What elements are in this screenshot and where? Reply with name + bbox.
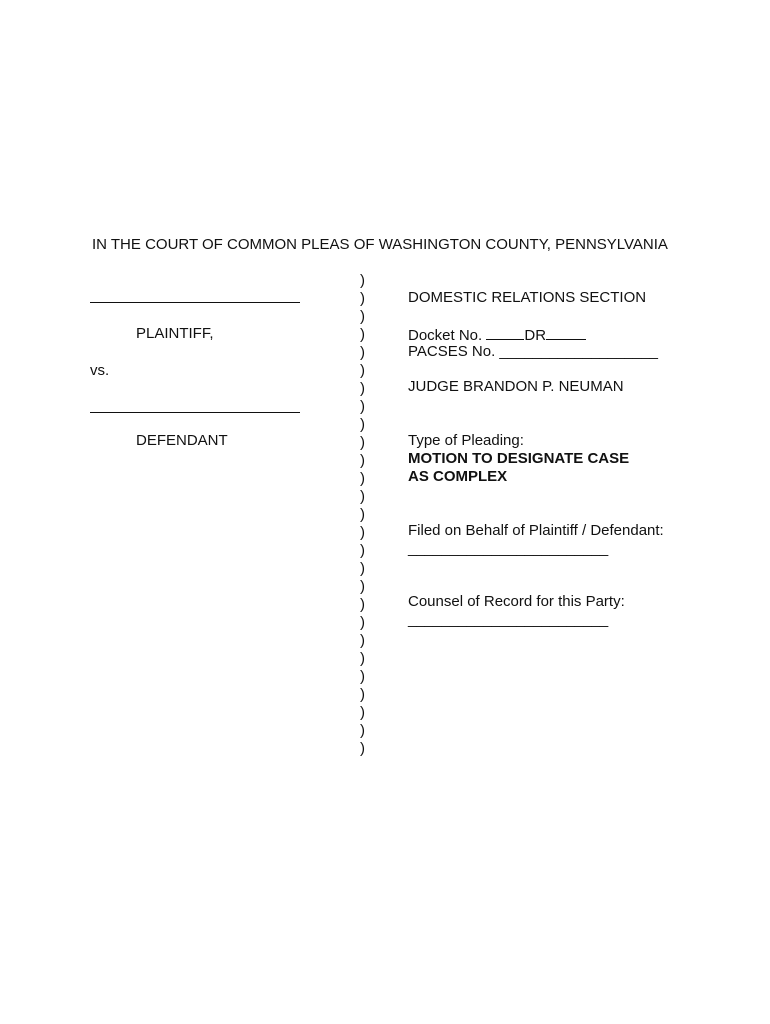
- paren-mark: ): [360, 506, 365, 523]
- pacses-number: PACSES No. ___________________: [408, 343, 658, 360]
- paren-mark: ): [360, 722, 365, 739]
- docket-prefix: Docket No.: [408, 327, 487, 344]
- paren-mark: ): [360, 686, 365, 703]
- paren-mark: ): [360, 380, 365, 397]
- paren-mark: ): [360, 740, 365, 757]
- defendant-label: DEFENDANT: [136, 432, 228, 449]
- paren-mark: ): [360, 488, 365, 505]
- defendant-name-blank: [90, 412, 300, 413]
- paren-mark: ): [360, 344, 365, 361]
- paren-mark: ): [360, 434, 365, 451]
- pleading-title-line-1: MOTION TO DESIGNATE CASE: [408, 450, 630, 467]
- docket-dr: DR: [524, 327, 547, 344]
- paren-mark: ): [360, 632, 365, 649]
- filed-on-behalf-blank: ________________________: [408, 540, 609, 557]
- pleading-type-label: Type of Pleading:: [408, 432, 524, 449]
- paren-mark: ): [360, 650, 365, 667]
- plaintiff-name-blank: [90, 302, 300, 303]
- paren-divider: [360, 272, 372, 758]
- pleading-title-line-2: AS COMPLEX: [408, 468, 508, 485]
- section-title: DOMESTIC RELATIONS SECTION: [408, 289, 647, 306]
- paren-mark: ): [360, 542, 365, 559]
- paren-mark: ): [360, 362, 365, 379]
- paren-mark: ): [360, 272, 365, 289]
- paren-mark: ): [360, 596, 365, 613]
- court-title: IN THE COURT OF COMMON PLEAS OF WASHINGTON COUNTY, PENNSYLVANIA: [92, 236, 668, 253]
- paren-mark: ): [360, 416, 365, 433]
- paren-mark: ): [360, 524, 365, 541]
- filed-on-behalf-label: Filed on Behalf of Plaintiff / Defendant:: [408, 522, 664, 539]
- paren-mark: ): [360, 452, 365, 469]
- paren-mark: ): [360, 578, 365, 595]
- paren-mark: ): [360, 614, 365, 631]
- paren-mark: ): [360, 326, 365, 343]
- counsel-of-record-blank: ________________________: [408, 611, 609, 628]
- paren-mark: ): [360, 704, 365, 721]
- paren-mark: ): [360, 668, 365, 685]
- judge-name: JUDGE BRANDON P. NEUMAN: [408, 378, 624, 395]
- docket-blank-1: [486, 325, 524, 340]
- docket-number: [408, 325, 586, 345]
- paren-mark: ): [360, 308, 365, 325]
- vs-label: vs.: [90, 362, 110, 379]
- plaintiff-label: PLAINTIFF,: [136, 325, 214, 342]
- counsel-of-record-label: Counsel of Record for this Party:: [408, 593, 625, 610]
- paren-mark: ): [360, 398, 365, 415]
- paren-mark: ): [360, 560, 365, 577]
- paren-mark: ): [360, 290, 365, 307]
- paren-mark: ): [360, 470, 365, 487]
- docket-blank-2: [546, 325, 586, 340]
